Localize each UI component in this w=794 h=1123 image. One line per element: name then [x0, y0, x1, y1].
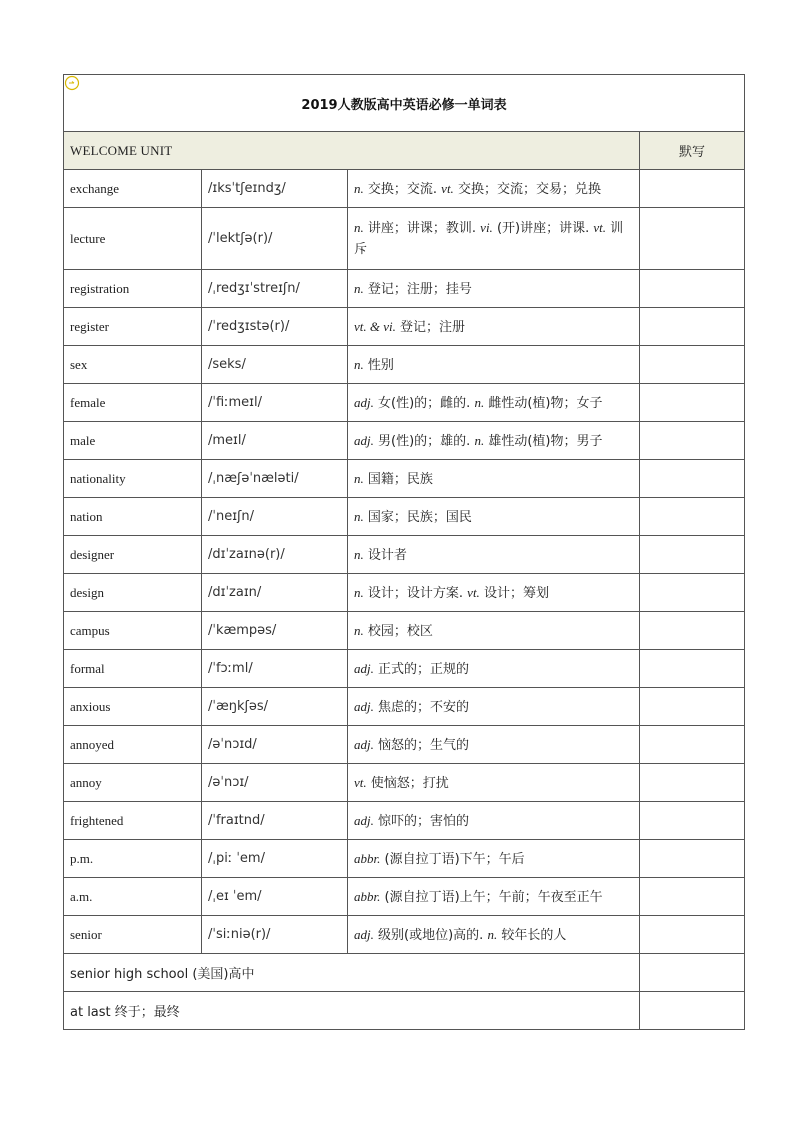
- dictation-cell[interactable]: [640, 208, 745, 270]
- part-of-speech: vi.: [480, 220, 493, 235]
- definition-text: 使恼怒；打扰: [370, 775, 449, 791]
- word-cell: male: [64, 422, 202, 460]
- dictation-header: 默写: [640, 132, 745, 170]
- phrase-row: [64, 954, 745, 992]
- definition-text: 较年长的人: [501, 927, 567, 943]
- table-row: [64, 498, 745, 536]
- table-row: [64, 170, 745, 208]
- part-of-speech: adj.: [354, 698, 374, 714]
- dictation-cell[interactable]: [640, 422, 745, 460]
- phrase-cell: senior high school (美国)高中: [64, 954, 640, 992]
- unit-header-row: [64, 132, 745, 170]
- definition-text: 性别: [367, 357, 394, 373]
- part-of-speech: n.: [354, 546, 364, 562]
- phonetic-cell: /dɪˈzaɪn/: [202, 574, 348, 612]
- part-of-speech: abbr.: [354, 888, 381, 904]
- page-title: 2019人教版高中英语必修一单词表: [64, 75, 745, 132]
- dictation-cell[interactable]: [640, 308, 745, 346]
- word-cell: annoy: [64, 764, 202, 802]
- unit-title: WELCOME UNIT: [64, 132, 640, 170]
- table-row: [64, 688, 745, 726]
- phonetic-cell: /ɪksˈtʃeɪndʒ/: [202, 170, 348, 208]
- meaning-cell: [348, 422, 640, 460]
- definition-text: 雄性动(植)物；男子: [488, 433, 603, 449]
- definition-text: 女(性)的；雌的.: [378, 395, 471, 411]
- part-of-speech: vt. & vi.: [354, 318, 396, 334]
- part-of-speech: vt.: [593, 220, 607, 235]
- word-cell: nation: [64, 498, 202, 536]
- part-of-speech: adj.: [354, 926, 374, 942]
- dictation-cell[interactable]: [640, 764, 745, 802]
- word-cell: lecture: [64, 208, 202, 270]
- dictation-cell[interactable]: [640, 270, 745, 308]
- meaning-cell: [348, 270, 640, 308]
- part-of-speech: vt.: [354, 774, 367, 790]
- dictation-cell[interactable]: [640, 916, 745, 954]
- table-row: [64, 422, 745, 460]
- definition-text: 国籍；民族: [367, 471, 433, 487]
- definition-text: 登记；注册: [400, 319, 466, 335]
- dictation-cell[interactable]: [640, 954, 745, 992]
- dictation-cell[interactable]: [640, 650, 745, 688]
- part-of-speech: vt.: [467, 584, 480, 600]
- definition-text: 设计；筹划: [483, 585, 549, 601]
- definition-text: 恼怒的；生气的: [378, 737, 470, 753]
- table-row: [64, 308, 745, 346]
- dictation-cell[interactable]: [640, 802, 745, 840]
- table-row: [64, 346, 745, 384]
- table-row: [64, 764, 745, 802]
- meaning-cell: [348, 384, 640, 422]
- word-cell: p.m.: [64, 840, 202, 878]
- dictation-cell[interactable]: [640, 688, 745, 726]
- vocabulary-table: [63, 74, 745, 1030]
- table-row: [64, 460, 745, 498]
- definition-text: 登记；注册；挂号: [367, 281, 472, 297]
- part-of-speech: adj.: [354, 736, 374, 752]
- meaning-cell: [348, 460, 640, 498]
- table-row: [64, 916, 745, 954]
- meaning-cell: [348, 170, 640, 208]
- definition-text: 男(性)的；雄的.: [378, 433, 471, 449]
- meaning-cell: [348, 346, 640, 384]
- definition-text: (源自拉丁语)下午；午后: [384, 851, 525, 867]
- phonetic-cell: /əˈnɔɪd/: [202, 726, 348, 764]
- part-of-speech: abbr.: [354, 850, 381, 866]
- definition-text: 惊吓的；害怕的: [378, 813, 470, 829]
- definition-text: 讲座；讲课；教训.: [367, 221, 477, 236]
- title-row: [64, 75, 745, 132]
- table-row: [64, 612, 745, 650]
- definition-text: (源自拉丁语)上午；午前；午夜至正午: [384, 889, 603, 905]
- phonetic-cell: /ˈfraɪtnd/: [202, 802, 348, 840]
- definition-text: 交换；交流；交易；兑换: [457, 181, 601, 197]
- meaning-cell: [348, 726, 640, 764]
- meaning-cell: [348, 688, 640, 726]
- phonetic-cell: /ˌpiː ˈem/: [202, 840, 348, 878]
- definition-text: 训斥: [354, 221, 624, 257]
- part-of-speech: n.: [354, 622, 364, 638]
- table-row: [64, 840, 745, 878]
- word-cell: register: [64, 308, 202, 346]
- phonetic-cell: /ˌnæʃəˈnæləti/: [202, 460, 348, 498]
- dictation-cell[interactable]: [640, 726, 745, 764]
- dictation-cell[interactable]: [640, 574, 745, 612]
- phonetic-cell: /ˈæŋkʃəs/: [202, 688, 348, 726]
- word-cell: exchange: [64, 170, 202, 208]
- definition-text: 雌性动(植)物；女子: [488, 395, 603, 411]
- meaning-cell: [348, 574, 640, 612]
- table-row: [64, 270, 745, 308]
- word-cell: a.m.: [64, 878, 202, 916]
- definition-text: 校园；校区: [367, 623, 433, 639]
- table-row: [64, 384, 745, 422]
- table-row: [64, 878, 745, 916]
- word-cell: sex: [64, 346, 202, 384]
- definition-text: 设计者: [367, 547, 407, 563]
- part-of-speech: n.: [474, 394, 485, 410]
- table-row: [64, 726, 745, 764]
- part-of-speech: n.: [354, 470, 364, 486]
- meaning-cell: [348, 802, 640, 840]
- word-cell: campus: [64, 612, 202, 650]
- meaning-cell: [348, 498, 640, 536]
- dictation-cell[interactable]: [640, 612, 745, 650]
- part-of-speech: n.: [354, 280, 364, 296]
- part-of-speech: vt.: [441, 180, 454, 196]
- word-cell: registration: [64, 270, 202, 308]
- part-of-speech: adj.: [354, 394, 374, 410]
- phonetic-cell: /ˈlektʃə(r)/: [202, 208, 348, 270]
- phonetic-cell: /seks/: [202, 346, 348, 384]
- definition-text: 级别(或地位)高的.: [378, 927, 484, 943]
- phonetic-cell: /ˈneɪʃn/: [202, 498, 348, 536]
- word-cell: nationality: [64, 460, 202, 498]
- word-cell: anxious: [64, 688, 202, 726]
- phonetic-cell: /ˌredʒɪˈstreɪʃn/: [202, 270, 348, 308]
- word-cell: design: [64, 574, 202, 612]
- word-cell: senior: [64, 916, 202, 954]
- dictation-cell[interactable]: [640, 878, 745, 916]
- definition-text: 设计；设计方案.: [367, 585, 464, 601]
- table-row: [64, 208, 745, 270]
- phonetic-cell: /meɪl/: [202, 422, 348, 460]
- phrase-row: [64, 992, 745, 1030]
- phonetic-cell: /ˈredʒɪstə(r)/: [202, 308, 348, 346]
- word-cell: designer: [64, 536, 202, 574]
- phonetic-cell: /əˈnɔɪ/: [202, 764, 348, 802]
- part-of-speech: n.: [354, 180, 364, 196]
- dictation-cell[interactable]: [640, 536, 745, 574]
- dictation-cell[interactable]: [640, 346, 745, 384]
- definition-text: 国家；民族；国民: [367, 509, 472, 525]
- dictation-cell[interactable]: [640, 460, 745, 498]
- meaning-cell: [348, 878, 640, 916]
- dictation-cell[interactable]: [640, 170, 745, 208]
- meaning-cell: [348, 916, 640, 954]
- table-row: [64, 536, 745, 574]
- phonetic-cell: /ˈfiːmeɪl/: [202, 384, 348, 422]
- phonetic-cell: /ˈkæmpəs/: [202, 612, 348, 650]
- meaning-cell: [348, 208, 640, 270]
- dictation-cell[interactable]: [640, 498, 745, 536]
- meaning-cell: [348, 764, 640, 802]
- word-cell: annoyed: [64, 726, 202, 764]
- meaning-cell: [348, 308, 640, 346]
- table-row: [64, 574, 745, 612]
- part-of-speech: n.: [354, 508, 364, 524]
- meaning-cell: [348, 840, 640, 878]
- definition-text: 正式的；正规的: [378, 661, 470, 677]
- phonetic-cell: /dɪˈzaɪnə(r)/: [202, 536, 348, 574]
- table-row: [64, 802, 745, 840]
- phrase-cell: at last 终于；最终: [64, 992, 640, 1030]
- dictation-cell[interactable]: [640, 384, 745, 422]
- part-of-speech: n.: [354, 584, 364, 600]
- part-of-speech: adj.: [354, 660, 374, 676]
- phonetic-cell: /ˈfɔːml/: [202, 650, 348, 688]
- table-row: [64, 650, 745, 688]
- word-cell: frightened: [64, 802, 202, 840]
- phonetic-cell: /ˈsiːniə(r)/: [202, 916, 348, 954]
- phonetic-cell: /ˌeɪ ˈem/: [202, 878, 348, 916]
- part-of-speech: adj.: [354, 432, 374, 448]
- dictation-cell[interactable]: [640, 840, 745, 878]
- part-of-speech: n.: [474, 432, 485, 448]
- definition-text: 交换；交流.: [367, 181, 438, 197]
- meaning-cell: [348, 612, 640, 650]
- definition-text: (开)讲座；讲课.: [496, 221, 590, 236]
- meaning-cell: [348, 536, 640, 574]
- definition-text: 焦虑的；不安的: [378, 699, 470, 715]
- word-cell: female: [64, 384, 202, 422]
- part-of-speech: n.: [354, 220, 364, 235]
- dictation-cell[interactable]: [640, 992, 745, 1030]
- meaning-cell: [348, 650, 640, 688]
- part-of-speech: n.: [487, 926, 498, 942]
- part-of-speech: adj.: [354, 812, 374, 828]
- part-of-speech: n.: [354, 356, 364, 372]
- word-cell: formal: [64, 650, 202, 688]
